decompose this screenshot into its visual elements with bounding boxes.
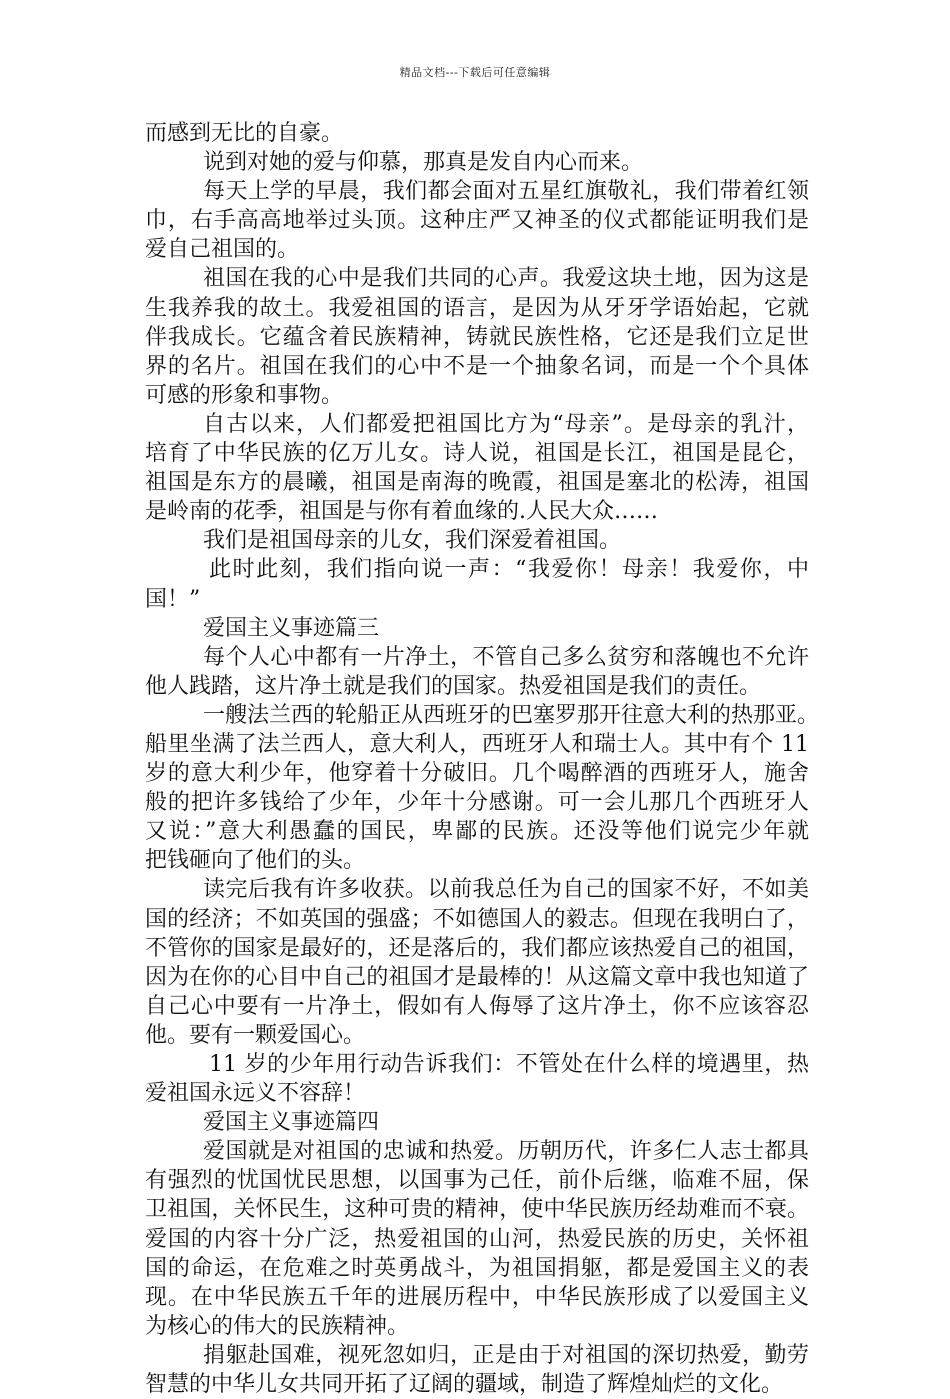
text-line: 岁的意大利少年，他穿着十分破旧。几个喝醉酒的西班牙人，施舍: [145, 761, 809, 787]
text-line: 卫祖国，关怀民生，这种可贵的精神，使中华民族历经劫难而不衰。: [145, 1197, 809, 1223]
text-line: 国的命运，在危难之时英勇战斗，为祖国捐躯，都是爱国主义的表: [145, 1255, 809, 1281]
text-line: 把钱砸向了他们的头。: [145, 848, 366, 874]
text-line: 每个人心中都有一片净土，不管自己多么贫穷和落魄也不允许: [203, 644, 809, 670]
text-line: 爱国主义事迹篇三: [203, 615, 380, 641]
text-line: 一艘法兰西的轮船正从西班牙的巴塞罗那开往意大利的热那亚。: [203, 702, 820, 728]
text-line: 伴我成长。它蕴含着民族精神，铸就民族性格，它还是我们立足世: [145, 324, 809, 350]
text-line: 为核心的伟大的民族精神。: [145, 1313, 410, 1339]
text-line: 界的名片。祖国在我们的心中不是一个抽象名词，而是一个个具体: [145, 353, 809, 379]
text-line: 此时此刻，我们指向说一声：“我爱你！母亲！我爱你，中: [209, 557, 809, 583]
text-line: 培育了中华民族的亿万儿女。诗人说，祖国是长江，祖国是昆仑，: [145, 441, 809, 467]
text-line: 智慧的中华儿女共同开拓了辽阔的疆域，制造了辉煌灿烂的文化。: [145, 1372, 784, 1398]
text-line: 巾，右手高高地举过头顶。这种庄严又神圣的仪式都能证明我们是: [145, 208, 809, 234]
text-line: 每天上学的早晨，我们都会面对五星红旗敬礼，我们带着红领: [203, 179, 809, 205]
text-line: 自古以来，人们都爱把祖国比方为“母亲”。是母亲的乳汁，: [203, 411, 809, 437]
text-line: 般的把许多钱给了少年，少年十分感谢。可一会儿那几个西班牙人: [145, 790, 809, 816]
page-header: 精品文档---下载后可任意编辑: [399, 66, 551, 79]
text-line: 捐躯赴国难，视死忽如归，正是由于对祖国的深切热爱，勤劳: [203, 1342, 809, 1368]
text-line: 爱国就是对祖国的忠诚和热爱。历朝历代，许多仁人志士都具: [203, 1139, 809, 1165]
text-line: 自己心中要有一片净土，假如有人侮辱了这片净土，你不应该容忍: [145, 993, 809, 1019]
text-line: 11 岁的少年用行动告诉我们：不管处在什么样的境遇里，热: [209, 1052, 809, 1077]
text-line: 可感的形象和事物。: [145, 382, 344, 408]
text-line: 而感到无比的自豪。: [145, 121, 344, 146]
text-line: 爱自己祖国的。: [145, 237, 300, 263]
text-line: 爱国主义事迹篇四: [203, 1110, 380, 1136]
text-line: 不管你的国家是最好的，还是落后的，我们都应该热爱自己的祖国，: [145, 935, 809, 961]
text-line: 爱祖国永远义不容辞！: [145, 1081, 366, 1107]
text-line: 国的经济；不如英国的强盛；不如德国人的毅志。但现在我明白了，: [145, 906, 809, 932]
text-line: 祖国是东方的晨曦，祖国是南海的晚霞，祖国是塞北的松涛，祖国: [145, 470, 809, 496]
text-line: 我们是祖国母亲的儿女，我们深爱着祖国。: [203, 528, 622, 554]
text-line: 因为在你的心目中自己的祖国才是最棒的！从这篇文章中我也知道了: [145, 964, 809, 990]
text-line: 生我养我的故土。我爱祖国的语言，是因为从牙牙学语始起，它就: [145, 295, 809, 321]
text-line: 他。要有一颗爱国心。: [145, 1022, 366, 1048]
text-line: 他人践踏，这片净土就是我们的国家。热爱祖国是我们的责任。: [145, 673, 762, 699]
text-line: 读完后我有许多收获。以前我总任为自己的国家不好，不如美: [203, 877, 809, 903]
text-line: 又说：”意大利愚蠢的国民，卑鄙的民族。还没等他们说完少年就: [145, 819, 809, 845]
text-line: 说到对她的爱与仰慕，那真是发自内心而来。: [203, 150, 644, 176]
text-line: 爱国的内容十分广泛，热爱祖国的山河，热爱民族的历史，关怀祖: [145, 1226, 809, 1252]
document-body: [145, 119, 820, 1399]
text-line: 船里坐满了法兰西人，意大利人，西班牙人和瑞士人。其中有个 11: [145, 731, 809, 757]
text-line: 现。在中华民族五千年的进展历程中，中华民族形成了以爱国主义: [145, 1284, 809, 1310]
text-line: 祖国在我的心中是我们共同的心声。我爱这块土地，因为这是: [203, 266, 809, 292]
text-line: 是岭南的花季，祖国是与你有着血缘的.人民大众……: [145, 499, 658, 525]
text-line: 有强烈的忧国忧民思想，以国事为己任，前仆后继，临难不屈，保: [145, 1168, 809, 1194]
text-line: 国！”: [145, 586, 201, 612]
